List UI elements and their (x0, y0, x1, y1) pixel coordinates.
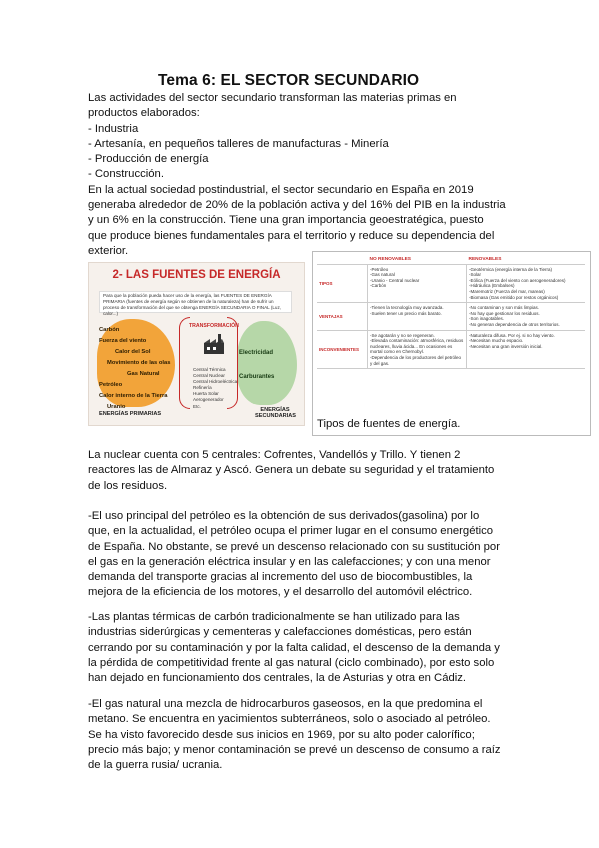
text-line: que produce bienes fundamentales para el territorio y reduce su dependencia del (88, 229, 495, 242)
plant-item: Etc. (193, 403, 201, 409)
energy-types-table-figure (312, 251, 591, 436)
cell-line: -Dependencia de los productores del petróleo y del gas. (370, 354, 462, 366)
table-cell (368, 330, 467, 369)
cell-line: -Biomasa (Gas emitido por restos orgánicos) (469, 294, 559, 300)
cell-line: -Necesitan una gran inversión inicial. (469, 343, 543, 349)
text-line: generaba alrededor de 20% de la población activa y del 16% del PIB en la industria (88, 199, 506, 212)
text-line: mejora de la eficiencia de los motores, y el desarrollo del automóvil eléctrico. (88, 586, 473, 599)
text-line: -El uso principal del petróleo es la obtención de sus derivados(gasolina) por lo (88, 510, 480, 522)
transformation-label: TRANSFORMACIÓN (189, 323, 239, 329)
text-line: de España. No obstante, se prevé un descenso relacionado con su sustitución por (88, 540, 500, 553)
cell-line: -No hay que gestionar los residuos. (469, 310, 540, 316)
text-line: Se ha visto favorecido desde sus inicios en 1969, por su alto poder calorífico; (88, 728, 475, 741)
text-line: exterior. (88, 244, 129, 257)
primary-item: Gas Natural (127, 371, 160, 377)
text-line: el gas en la generación eléctrica insular y en las calefacciones; y con una menor (88, 555, 491, 568)
left-brace (179, 317, 190, 409)
intro-text (88, 91, 528, 259)
cell-line: -Maremotriz (Fuerza del mar, mareas) (469, 288, 545, 294)
cell-line: -Suelen tener un precio más barato. (370, 310, 442, 316)
text-line: reactores las de Almaraz y Ascó. Genera un debate su seguridad y el tratamiento (88, 464, 495, 477)
page-title: Tema 6: EL SECTOR SECUNDARIO (158, 72, 420, 89)
table-cell (467, 264, 586, 303)
table-row (317, 264, 585, 303)
text-line: de los residuos. (88, 479, 168, 492)
plant-list (193, 367, 237, 410)
text-line: Las actividades del sector secundario transforman las materias primas en (88, 92, 457, 104)
paragraph-nuclear (88, 448, 528, 494)
energy-types-table (317, 256, 585, 369)
text-line: - Industria (88, 122, 139, 135)
text-line: -El gas natural una mezcla de hidrocarburos gaseosos, en la que predomina el (88, 698, 483, 710)
table-row (317, 303, 585, 330)
text-line: han dejado en funcionamiento dos centrales, la de Asturias y otra en Cádiz. (88, 672, 467, 685)
cell-line: -Elevada contaminación: atmosférica, residuos nucleares, lluvia ácida... En ocasiones es mortal como en Chernobyl. (370, 338, 464, 355)
table-cell (368, 264, 467, 303)
table-cell (467, 303, 586, 330)
text-line: La nuclear cuenta con 5 centrales: Cofrentes, Vandellós y Trillo. Y tienen 2 (88, 449, 461, 461)
plant-item: Huerta Solar (193, 391, 219, 397)
table-cell (368, 303, 467, 330)
primary-energy-list (99, 325, 175, 413)
plant-item: Central Hidroeléctrica (193, 379, 238, 385)
paragraph-petroleo (88, 509, 528, 601)
secondary-energy-list (239, 341, 274, 389)
cell-line: -Geotérmica (energía interna de la Tierra) (469, 266, 553, 272)
cell-line: -Hidráulica (Embalses) (469, 283, 515, 289)
cell-line: -Son inagotables. (469, 316, 505, 322)
cell-line: -Tienen la tecnología muy avanzada. (370, 305, 444, 311)
primary-item: Calor interno de la Tierra (99, 393, 168, 399)
cell-line: -Naturaleza difusa. Por ej. si no hay viento. (469, 332, 555, 338)
figure-caption: Tipos de fuentes de energía. (317, 418, 461, 430)
row-label: VENTAJAS (317, 303, 368, 330)
cell-line: -Petróleo (370, 266, 389, 272)
table-row (317, 330, 585, 369)
text-line: de la guerra rusia/ ucrania. (88, 759, 223, 772)
figure-note: Para que la población pueda hacer uso de la energía, las FUENTES DE ENERGÍA PRIMARIA (fuentes de energía según se obtienen de la naturaleza) han de sufrir un proceso de transformación del que se obtenga ENERGÍA SECUNDARIA O FINAL (Luz, calor...) (99, 291, 292, 313)
text-line: industrias siderúrgicas y cementeras y calefacciones domésticas, pero están (88, 626, 472, 639)
paragraph-carbon (88, 610, 528, 686)
plant-item: Central Térmica (193, 367, 226, 372)
text-line: que, en la actualidad, el petróleo ocupa el primer lugar en el consumo energético (88, 525, 494, 538)
secondary-item: Electricidad (239, 350, 274, 356)
text-line: la pérdida de competitividad frente al gas natural (ciclo combinado), por esto solo (88, 656, 495, 669)
plant-item: Aerogenerador (193, 397, 224, 403)
text-line: - Construcción. (88, 168, 164, 181)
cell-line: -No generan dependencia de otros territorios. (469, 321, 560, 327)
text-line: -Las plantas térmicas de carbón tradicionalmente se han utilizado para las (88, 611, 460, 623)
col-header-nonrenewable: NO RENOVABLES (368, 256, 467, 264)
cell-line: -Eólica (Fuerza del viento con aerogeneradores) (469, 277, 566, 283)
table-corner (317, 256, 368, 264)
primary-item: Uranio (107, 404, 126, 410)
cell-line: -Gas natural (370, 272, 395, 278)
primary-item: Carbón (99, 327, 120, 333)
plant-item: Central Nuclear (193, 373, 225, 379)
primary-item: Calor del Sol (115, 349, 151, 355)
cell-line: -Se agotarán y no se regeneran. (370, 332, 435, 338)
cell-line: -No contaminan y son más limpias. (469, 305, 540, 311)
secondary-energies-label: ENERGÍAS SECUNDARIAS (255, 407, 297, 419)
secondary-item: Carburantes (239, 374, 275, 380)
cell-line: -Solar (469, 272, 482, 278)
primary-item: Fuerza del viento (99, 338, 147, 344)
text-line: - Producción de energía (88, 153, 209, 166)
col-header-renewable: RENOVABLES (467, 256, 586, 264)
cell-line: -Necesitan mucho espacio. (469, 338, 524, 344)
row-label: INCONVENIENTES (317, 330, 368, 369)
plant-item: Refinería (193, 385, 212, 391)
text-line: precio más bajo; y menor contaminación se prevé un descenso de consumo a raíz (88, 743, 501, 756)
text-line: y un 6% en la construcción. Tiene una gran importancia geoestratégica, puesto (88, 214, 484, 227)
text-line: productos elaborados: (88, 107, 200, 120)
energy-sources-figure (88, 262, 305, 426)
paragraph-gas (88, 697, 528, 773)
table-cell (467, 330, 586, 369)
text-line: metano. Se encuentra en yacimientos subterráneos, solo o asociado al petróleo. (88, 713, 491, 726)
cell-line: -Uranio - Central nuclear (370, 277, 420, 283)
primary-energies-label: ENERGÍAS PRIMARIAS (99, 411, 162, 417)
text-line: cerrando por su contaminación y por la falta calidad, el descenso de la demanda y (88, 641, 500, 654)
text-line: - Artesanía, en pequeños talleres de manufacturas - Minería (88, 137, 389, 150)
factory-icon (202, 333, 226, 355)
primary-item: Movimiento de las olas (107, 360, 171, 366)
text-line: demanda del transporte gracias al incremento del uso de biocombustibles, la (88, 571, 473, 584)
primary-item: Petróleo (99, 382, 123, 388)
cell-line: -Carbón (370, 283, 387, 289)
row-label: TIPOS (317, 264, 368, 303)
text-line: En la actual sociedad postindustrial, el sector secundario en España en 2019 (88, 183, 474, 196)
figure-heading: 2- LAS FUENTES DE ENERGÍA (112, 269, 281, 281)
